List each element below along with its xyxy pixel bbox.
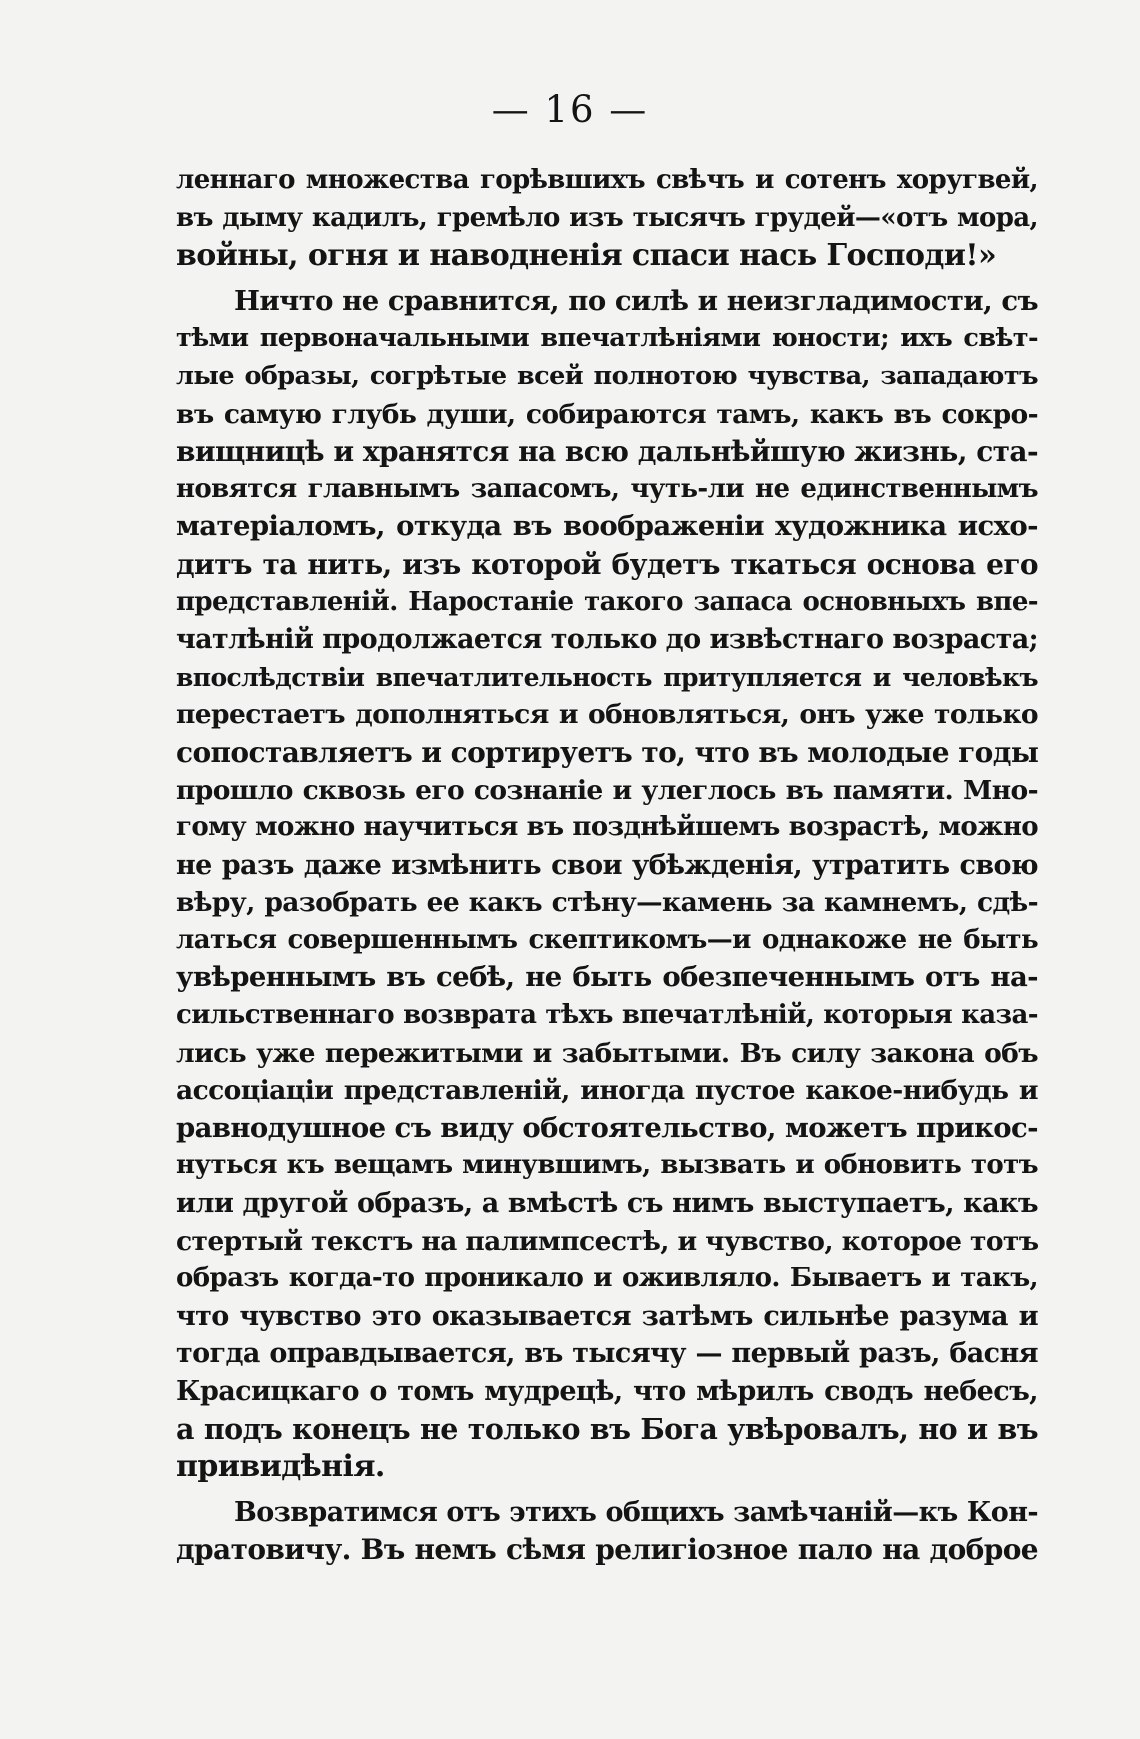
text-line: нуться къ вещамъ минувшимъ, вызвать и обновить тотъ (176, 1150, 1038, 1181)
text-line: тѣми первоначальными впечатлѣніями юности; ихъ свѣт- (176, 323, 1038, 354)
text-line: чатлѣній продолжается только до извѣстнаго возраста; (176, 624, 1038, 656)
text-line: представленій. Наростаніе такого запаса основныхъ впе- (176, 586, 1038, 617)
text-line: леннаго множества горѣвшихъ свѣчъ и сотенъ хоругвей, (176, 165, 1038, 195)
paragraph-2 (176, 283, 1038, 1486)
text-line: перестаетъ дополняться и обновляться, онъ уже только (176, 699, 1038, 731)
text-line: новятся главнымъ запасомъ, чуть-ли не единственнымъ (176, 473, 1038, 504)
text-line: образъ когда-то проникало и оживляло. Бываетъ и такъ, (176, 1263, 1038, 1294)
text-line: вѣру, разобрать ее какъ стѣну—камень за камнемъ, сдѣ- (176, 887, 1038, 919)
page-number: — 16 — (491, 88, 649, 131)
text-line: равнодушное съ виду обстоятельство, можетъ прикос- (176, 1111, 1038, 1144)
text-line: увѣреннымъ въ себѣ, не быть обезпеченнымъ отъ на- (176, 961, 1038, 994)
text-line: впослѣдствіи впечатлительность притупляется и человѣкъ (176, 662, 1038, 692)
text-line: привидѣнія. (176, 1449, 385, 1485)
text-line: вищницѣ и хранятся на всю дальнѣйшую жизнь, ста- (176, 435, 1038, 469)
text-line: лись уже пережитыми и забытыми. Въ силу закона объ (176, 1037, 1038, 1069)
body-text (176, 162, 1038, 1569)
text-line: матеріаломъ, откуда въ воображеніи художника исхо- (176, 510, 1038, 543)
text-line: прошло сквозь его сознаніе и улеглось въ памяти. Мно- (176, 774, 1038, 806)
paragraph-1 (176, 162, 1038, 275)
text-line: лые образы, согрѣтые всей полнотою чувства, западаютъ (176, 360, 1038, 391)
paragraph-3 (176, 1494, 1038, 1569)
text-line: или другой образъ, а вмѣстѣ съ нимъ выступаетъ, какъ (176, 1188, 1038, 1220)
text-line: сильственнаго возврата тѣхъ впечатлѣній, которыя каза- (176, 1000, 1038, 1031)
text-line: гому можно научиться въ позднѣйшемъ возрастѣ, можно (176, 812, 1038, 843)
text-line: Красицкаго о томъ мудрецѣ, что мѣрилъ сводъ небесъ, (176, 1376, 1038, 1407)
text-line: что чувство это оказывается затѣмъ сильнѣе разума и (176, 1300, 1038, 1332)
text-line: а подъ конецъ не только въ Бога увѣровалъ, но и въ (176, 1411, 1038, 1446)
text-line: Ничто не сравнится, по силѣ и неизгладимости, съ (234, 284, 1038, 317)
text-line: въ самую глубь души, собираются тамъ, какъ въ сокро- (176, 398, 1038, 430)
text-line: войны, огня и наводненія спаси нась Господи!» (176, 238, 997, 274)
text-line: дратовичу. Въ немъ сѣмя религіозное пало на доброе (176, 1533, 1038, 1567)
text-line: Возвратимся отъ этихъ общихъ замѣчаній—къ Кон- (234, 1496, 1038, 1528)
text-line: дитъ та нить, изъ которой будетъ ткаться основа его (176, 547, 1038, 581)
text-line: ассоціаціи представленій, иногда пустое какое-нибудь и (176, 1075, 1038, 1107)
text-line: стертый текстъ на палимпсестѣ, и чувство, которое тотъ (176, 1225, 1039, 1257)
text-line: въ дыму кадилъ, гремѣло изъ тысячъ грудей—«отъ мора, (176, 202, 1038, 233)
text-line: не разъ даже измѣнить свои убѣжденія, утратить свою (176, 849, 1038, 881)
text-line: тогда оправдывается, въ тысячу — первый разъ, басня (176, 1338, 1038, 1370)
text-line: латься совершеннымъ скептикомъ—и однакоже не быть (176, 924, 1038, 955)
text-line: сопоставляетъ и сортируетъ то, что въ молодые годы (176, 735, 1039, 769)
